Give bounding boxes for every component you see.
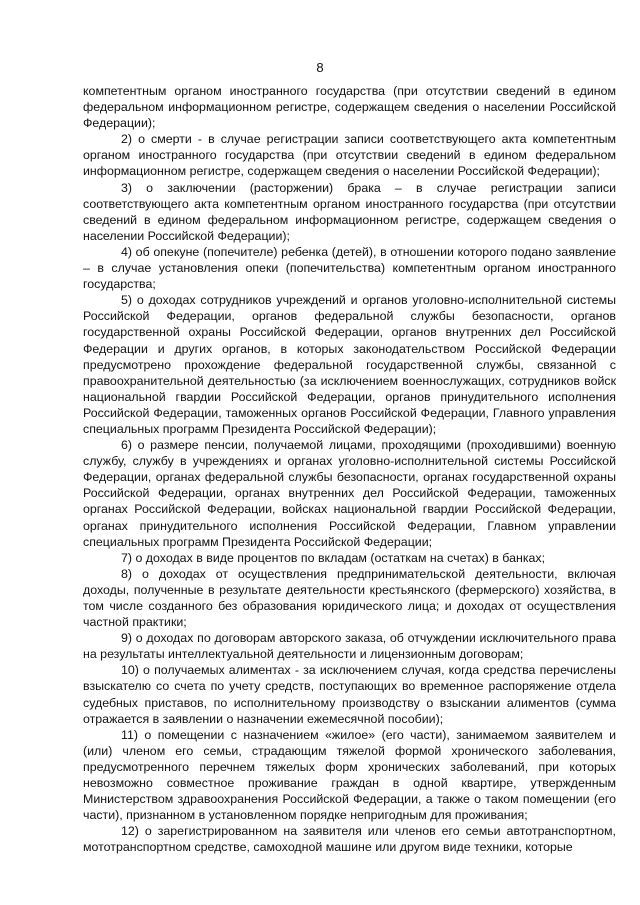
- paragraph-item-8: 8) о доходах от осуществления предпринимательской деятельности, включая доходы, полученные в результате деятельности крестьянского (фермерского) хозяйства, в том числе созданного без образования юридического лица; и доходах от осуществления частной практики;: [83, 566, 616, 630]
- paragraph-item-2: 2) о смерти - в случае регистрации записи соответствующего акта компетентным органом иностранного государства (при отсутствии сведений в едином федеральном информационном регистре, содержащем сведения о населении Российской Федерации);: [83, 132, 616, 179]
- paragraph-item-3: 3) о заключении (расторжении) брака – в случае регистрации записи соответствующего акта компетентным органом иностранного государства (при отсутствии сведений в едином федеральном информационном регистре, содержащем сведения о населении Российской Федерации);: [83, 180, 616, 243]
- paragraph-item-4: 4) об опекуне (попечителе) ребенка (детей), в отношении которого подано заявление – в случае установления опеки (попечительства) компетентным органом иностранного государства;: [83, 244, 616, 292]
- page-number: 8: [316, 60, 324, 75]
- paragraph-continuation: компетентным органом иностранного государства (при отсутствии сведений в едином федеральном информационном регистре, содержащем сведения о населении Российской Федерации);: [83, 84, 616, 131]
- paragraph-item-7: 7) о доходах в виде процентов по вкладам (остаткам на счетах) в банках;: [121, 550, 546, 565]
- paragraph-item-6: 6) о размере пенсии, получаемой лицами, проходящими (проходившими) военную службу, службу в учреждениях и органах уголовно-исполнительной системы Российской Федерации, органах федеральной службы безопасности, органах государственной охраны Российской Федерации, органах внутренних дел Российской Федерации, таможенных органах Российской Федерации, войсках национальной гвардии Российской Федерации, органах принудительного исполнения Российской Федерации, Главном управлении специальных программ Президента Российской Федерации;: [83, 438, 616, 549]
- paragraph-item-10: 10) о получаемых алиментах - за исключением случая, когда средства перечислены взыскателю со счета по учету средств, поступающих во временное распоряжение отдела судебных приставов, по исполнительному производству о взыскании алиментов (сумма отражается в заявлении о назначении ежемесячной пособии);: [83, 663, 616, 726]
- paragraph-item-9: 9) о доходах по договорам авторского заказа, об отчуждении исключительного права на результаты интеллектуальной деятельности и лицензионным договорам;: [83, 631, 616, 662]
- paragraph-item-5: 5) о доходах сотрудников учреждений и органов уголовно-исполнительной системы Российской Федерации, органов федеральной службы безопасности, органов государственной охраны Российской Федерации, органов внутренних дел Российской Федерации и других органов, в которых законодательством Российской Федерации предусмотрено прохождение федеральной государственной службы, связанной с правоохранительной деятельностью (за исключением военнослужащих, сотрудников войск национальной гвардии Российской Федерации, органов принудительного исполнения Российской Федерации, таможенных органов Российской Федерации, Главного управления специальных программ Президента Российской Федерации);: [83, 293, 616, 436]
- document-body: [83, 83, 616, 856]
- paragraph-item-12: 12) о зарегистрированном на заявителя или членов его семьи автотранспортном, мототранспортном средстве, самоходной машине или другом виде техники, которые: [83, 824, 616, 855]
- paragraph-item-11: 11) о помещении с назначением «жилое» (его части), занимаемом заявителем и (или) членом его семьи, страдающим тяжелой формой хронического заболевания, предусмотренного перечнем тяжелых форм хронических заболеваний, при которых невозможно совместное проживание граждан в одной квартире, утвержденным Министерством здравоохранения Российской Федерации, а также о таком помещении (его части), признанном в установленном порядке непригодным для проживания;: [83, 727, 616, 823]
